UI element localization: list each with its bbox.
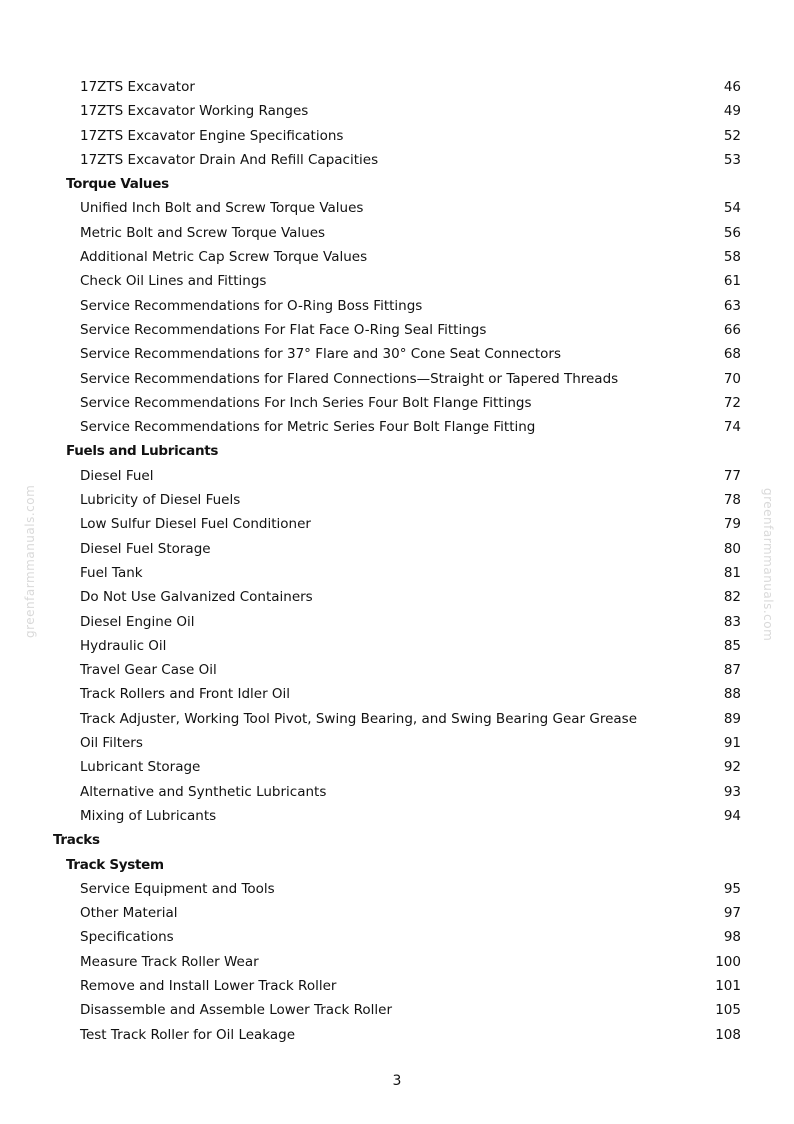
toc-entry[interactable] [0, 998, 794, 1022]
toc-entry-title[interactable]: Lubricity of Diesel Fuels [80, 492, 241, 509]
toc-entry-page-number: 105 [715, 1002, 741, 1019]
toc-entry-title[interactable]: Additional Metric Cap Screw Torque Values [80, 249, 368, 266]
toc-entry-page-number: 61 [723, 273, 741, 290]
toc-entry-page-number: 56 [723, 224, 741, 241]
toc-entry-title[interactable]: 17ZTS Excavator Drain And Refill Capacities [80, 151, 379, 168]
toc-entry-title[interactable]: Diesel Engine Oil [80, 613, 195, 630]
toc-entry-page-number: 54 [723, 200, 741, 217]
toc-entry[interactable] [0, 658, 794, 682]
toc-section-heading[interactable] [0, 172, 794, 196]
toc-entry-page-number: 77 [723, 467, 741, 484]
toc-entry[interactable] [0, 269, 794, 293]
toc-entry-page-number: 68 [723, 346, 741, 363]
toc-entry[interactable] [0, 974, 794, 998]
toc-entry-title[interactable]: Oil Filters [80, 735, 143, 752]
toc-entry-page-number: 70 [723, 370, 741, 387]
toc-entry[interactable] [0, 148, 794, 172]
toc-entry-page-number: 91 [723, 735, 741, 752]
toc-entry[interactable] [0, 318, 794, 342]
table-of-contents [0, 75, 794, 1047]
toc-entry-page-number: 82 [723, 589, 741, 606]
toc-entry-title[interactable]: 17ZTS Excavator Working Ranges [80, 103, 309, 120]
toc-entry-title[interactable]: Torque Values [66, 176, 169, 193]
toc-entry[interactable] [0, 950, 794, 974]
toc-entry-title[interactable]: Specifications [80, 929, 174, 946]
toc-entry[interactable] [0, 901, 794, 925]
toc-entry[interactable] [0, 245, 794, 269]
toc-entry[interactable] [0, 391, 794, 415]
toc-entry-page-number: 94 [723, 807, 741, 824]
toc-entry[interactable] [0, 196, 794, 220]
toc-entry-page-number: 89 [723, 710, 741, 727]
toc-entry-title[interactable]: Fuel Tank [80, 564, 143, 581]
toc-entry[interactable] [0, 877, 794, 901]
toc-entry-title[interactable]: Other Material [80, 905, 178, 922]
toc-entry[interactable] [0, 682, 794, 706]
toc-entry[interactable] [0, 99, 794, 123]
toc-entry-page-number: 83 [723, 613, 741, 630]
toc-entry-page-number: 88 [723, 686, 741, 703]
toc-entry[interactable] [0, 294, 794, 318]
toc-entry-title[interactable]: Alternative and Synthetic Lubricants [80, 783, 327, 800]
watermark-right: greenfarmmanuals.com [761, 488, 775, 642]
toc-entry-title[interactable]: Do Not Use Galvanized Containers [80, 589, 313, 606]
toc-entry-page-number: 85 [723, 637, 741, 654]
toc-entry-page-number: 81 [723, 564, 741, 581]
toc-entry-title[interactable]: Test Track Roller for Oil Leakage [80, 1026, 296, 1043]
toc-entry[interactable] [0, 75, 794, 99]
watermark-left: greenfarmmanuals.com [23, 484, 37, 638]
toc-chapter-heading[interactable] [0, 828, 794, 852]
toc-entry-page-number: 46 [723, 79, 741, 95]
toc-entry-title[interactable]: Track Adjuster, Working Tool Pivot, Swing Bearing, and Swing Bearing Gear Grease [80, 710, 638, 727]
toc-entry[interactable] [0, 221, 794, 245]
toc-entry-title[interactable]: Hydraulic Oil [80, 637, 167, 654]
toc-entry-page-number: 52 [723, 127, 741, 144]
toc-entry[interactable] [0, 804, 794, 828]
toc-entry-page-number: 101 [715, 977, 741, 994]
toc-entry-page-number: 66 [723, 321, 741, 338]
toc-entry[interactable] [0, 124, 794, 148]
toc-entry-title[interactable]: Service Recommendations for 37° Flare and 30° Cone Seat Connectors [80, 346, 561, 363]
toc-entry-title[interactable]: Lubricant Storage [80, 759, 201, 776]
toc-entry-page-number: 108 [715, 1026, 741, 1043]
toc-entry-title[interactable]: 17ZTS Excavator [80, 79, 195, 95]
toc-entry-page-number: 72 [723, 394, 741, 411]
toc-entry[interactable] [0, 415, 794, 439]
toc-entry[interactable] [0, 731, 794, 755]
toc-entry-title[interactable]: Fuels and Lubricants [66, 443, 219, 460]
toc-entry[interactable] [0, 488, 794, 512]
toc-entry-page-number: 95 [723, 880, 741, 897]
toc-entry-title[interactable]: Service Recommendations for Metric Series Four Bolt Flange Fitting [80, 419, 536, 436]
toc-entry[interactable] [0, 367, 794, 391]
toc-entry-title[interactable]: Travel Gear Case Oil [80, 662, 217, 679]
toc-entry-title[interactable]: Diesel Fuel Storage [80, 540, 211, 557]
toc-entry[interactable] [0, 610, 794, 634]
toc-entry-page-number: 80 [723, 540, 741, 557]
toc-entry-page-number: 53 [723, 151, 741, 168]
toc-entry-title[interactable]: Service Recommendations for O-Ring Boss Fittings [80, 297, 423, 314]
toc-entry-page-number: 87 [723, 662, 741, 679]
toc-entry[interactable] [0, 537, 794, 561]
toc-entry[interactable] [0, 342, 794, 366]
toc-entry[interactable] [0, 755, 794, 779]
toc-entry-title[interactable]: Measure Track Roller Wear [80, 953, 259, 970]
toc-entry[interactable] [0, 780, 794, 804]
toc-entry-title[interactable]: Service Recommendations for Flared Connections—Straight or Tapered Threads [80, 370, 619, 387]
toc-entry[interactable] [0, 561, 794, 585]
toc-entry-page-number: 63 [723, 297, 741, 314]
toc-entry-page-number: 93 [723, 783, 741, 800]
toc-entry-title[interactable]: Track System [66, 856, 164, 873]
toc-entry-page-number: 49 [723, 103, 741, 120]
toc-entry-page-number: 98 [723, 929, 741, 946]
toc-entry-title[interactable]: Low Sulfur Diesel Fuel Conditioner [80, 516, 311, 533]
toc-entry-title[interactable]: Service Recommendations For Inch Series Four Bolt Flange Fittings [80, 394, 532, 411]
toc-entry-title[interactable]: Disassemble and Assemble Lower Track Roller [80, 1002, 392, 1019]
toc-entry-title[interactable]: Service Recommendations For Flat Face O-Ring Seal Fittings [80, 321, 487, 338]
toc-entry-title[interactable]: Remove and Install Lower Track Roller [80, 977, 337, 994]
toc-entry-title[interactable]: Metric Bolt and Screw Torque Values [80, 224, 326, 241]
toc-entry-page-number: 100 [715, 953, 741, 970]
toc-entry[interactable] [0, 634, 794, 658]
toc-entry-title[interactable]: Unified Inch Bolt and Screw Torque Values [80, 200, 364, 217]
toc-entry-title[interactable]: Mixing of Lubricants [80, 807, 217, 824]
toc-entry-title[interactable]: Diesel Fuel [80, 467, 154, 484]
toc-section-heading[interactable] [0, 853, 794, 877]
toc-entry-page-number: 92 [723, 759, 741, 776]
toc-entry-title[interactable]: Check Oil Lines and Fittings [80, 273, 267, 290]
toc-entry-page-number: 97 [723, 905, 741, 922]
toc-entry-page-number: 79 [723, 516, 741, 533]
toc-entry-page-number: 78 [723, 492, 741, 509]
toc-entry[interactable] [0, 512, 794, 536]
page-number: 3 [392, 1073, 402, 1089]
toc-entry-title[interactable]: Service Equipment and Tools [80, 880, 275, 897]
toc-entry[interactable] [0, 464, 794, 488]
toc-entry-title[interactable]: Tracks [53, 832, 100, 849]
toc-section-heading[interactable] [0, 439, 794, 463]
toc-entry[interactable] [0, 707, 794, 731]
toc-entry[interactable] [0, 1023, 794, 1047]
toc-entry-title[interactable]: Track Rollers and Front Idler Oil [80, 686, 291, 703]
toc-entry[interactable] [0, 585, 794, 609]
toc-entry[interactable] [0, 925, 794, 949]
toc-entry-title[interactable]: 17ZTS Excavator Engine Specifications [80, 127, 344, 144]
toc-entry-page-number: 74 [723, 419, 741, 436]
toc-entry-page-number: 58 [723, 249, 741, 266]
